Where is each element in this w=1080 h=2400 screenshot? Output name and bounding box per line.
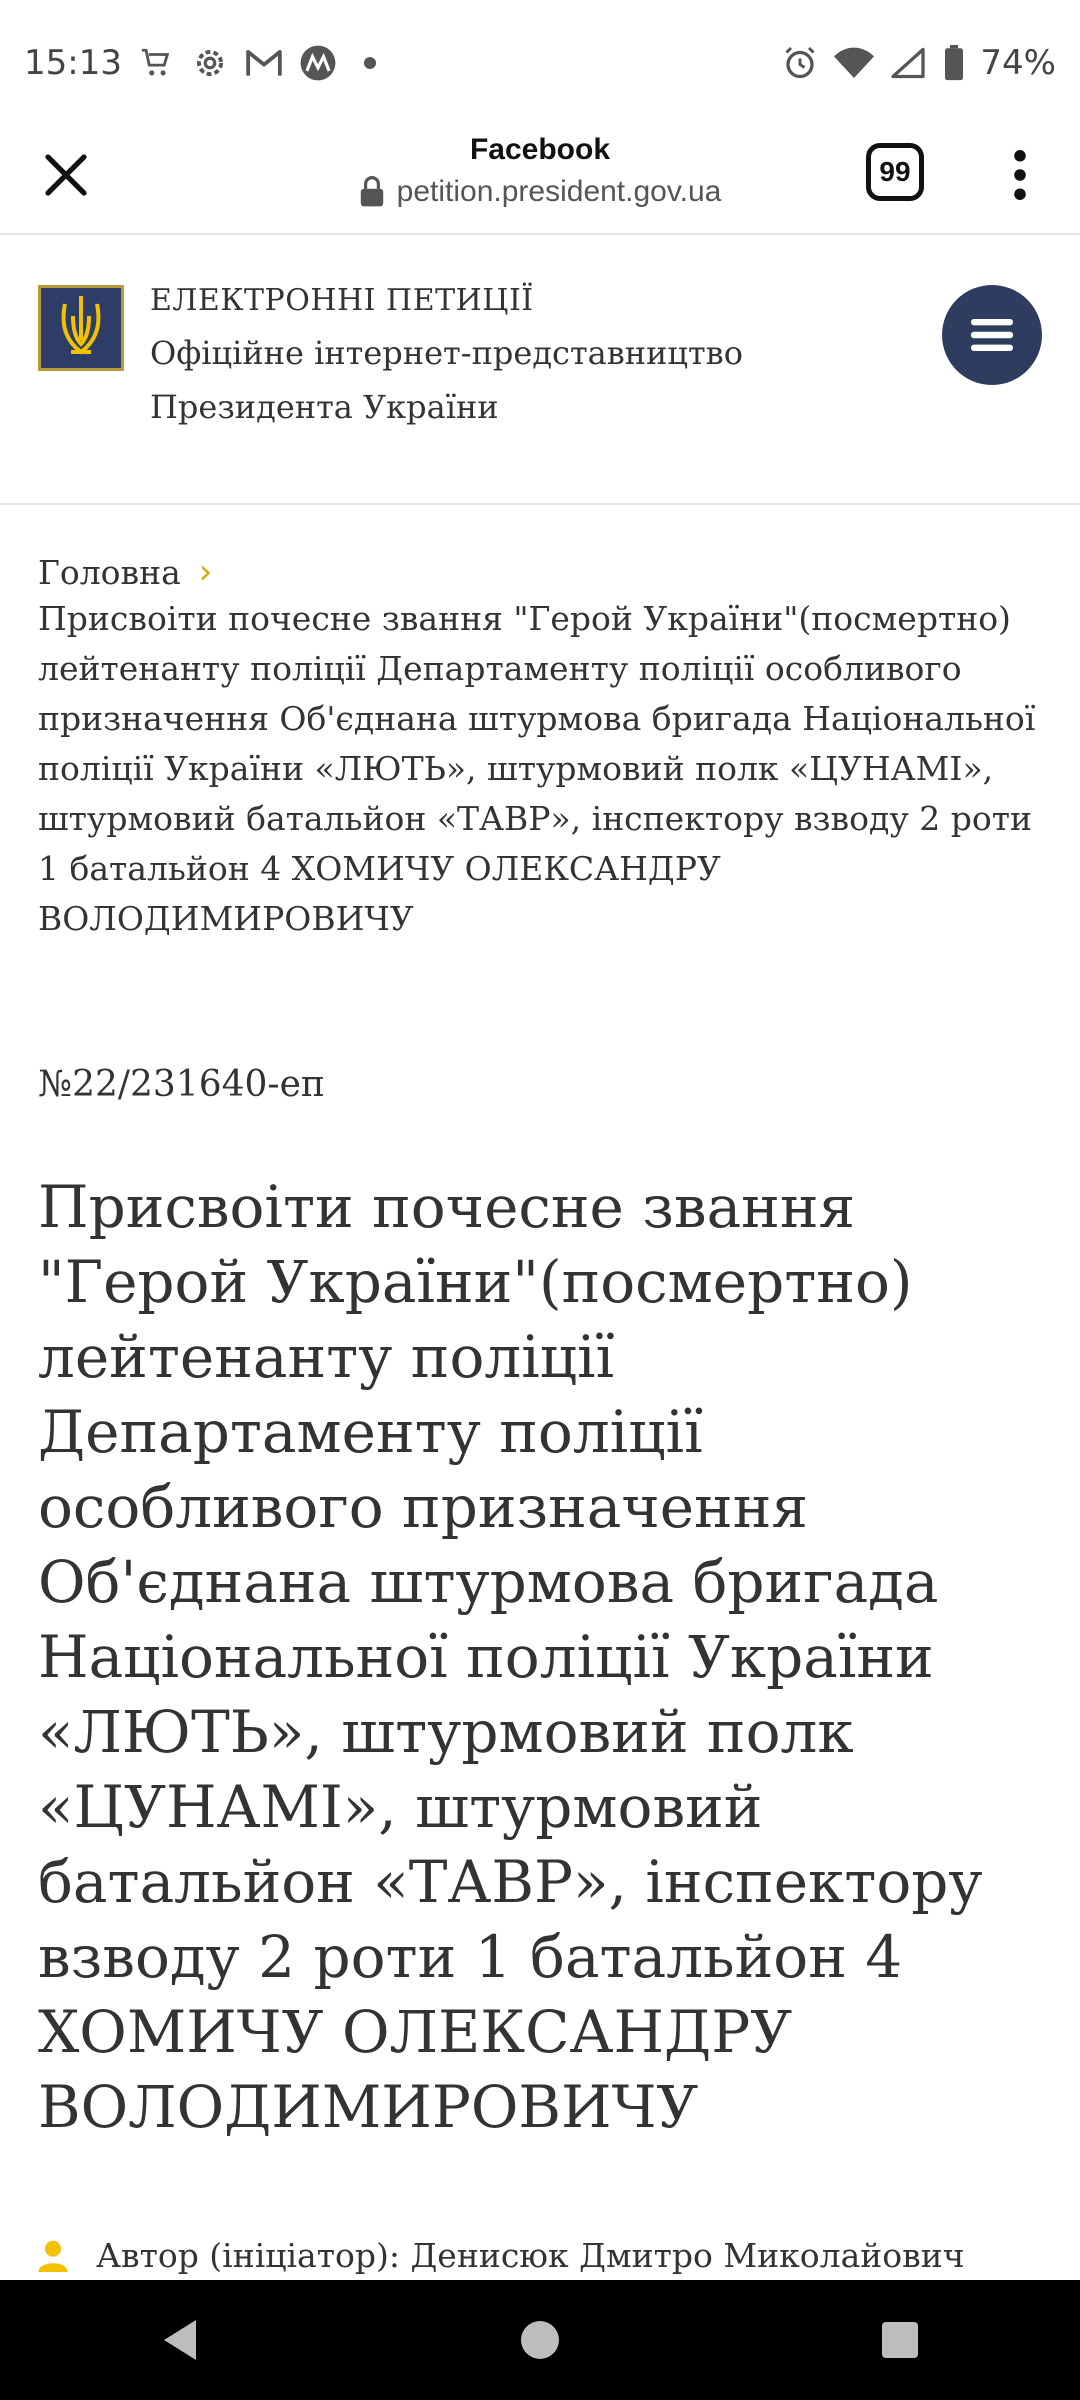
cart-icon	[136, 43, 176, 83]
site-name-line3: Президента України	[150, 388, 499, 426]
page-title: Facebook	[469, 133, 611, 166]
user-icon	[38, 2240, 68, 2272]
site-name[interactable]	[150, 283, 743, 426]
home-button[interactable]	[480, 2280, 600, 2400]
gear-icon	[190, 43, 230, 83]
recents-square-icon	[881, 2321, 919, 2359]
motorola-icon	[298, 43, 338, 83]
more-vert-icon	[1014, 150, 1026, 200]
back-button[interactable]	[120, 2280, 240, 2400]
gmail-icon	[244, 43, 284, 83]
battery-percent: 74%	[980, 42, 1056, 83]
hamburger-icon	[971, 317, 1013, 353]
tab-count: 99	[879, 156, 911, 187]
site-name-line2: Офіційне інтернет-представництво	[150, 334, 743, 372]
notification-dot	[364, 57, 376, 69]
chevron-right-icon: ›	[198, 552, 213, 592]
close-tab-button[interactable]	[36, 145, 96, 205]
trident-emblem-icon[interactable]	[38, 285, 124, 371]
signal-icon	[888, 43, 928, 83]
browser-toolbar	[0, 125, 1080, 235]
tab-switcher-button[interactable]	[866, 143, 924, 201]
author-text: Автор (ініціатор): Денисюк Дмитро Миколайович	[96, 2236, 965, 2275]
url-text: petition.president.gov.ua	[396, 175, 722, 208]
breadcrumb	[38, 552, 1048, 944]
address-area[interactable]	[200, 133, 880, 209]
petition-title: Присвоіти почесне звання "Герой України"(посмертно) лейтенанту поліції Департаменту поліції особливого призначення Об'єднана штурмова бригада Національної поліції України «ЛЮТЬ», штурмовий полк «ЦУНАМІ», штурмовий батальйон «ТАВР», інспектору взводу 2 роти 1 батальйон 4 ХОМИЧУ ОЛЕКСАНДРУ ВОЛОДИМИРОВИЧУ	[38, 1173, 983, 2141]
home-circle-icon	[520, 2320, 560, 2360]
system-nav-bar	[0, 2280, 1080, 2400]
site-header	[0, 235, 1080, 505]
petition-number: №22/231640-еп	[38, 1064, 325, 1105]
status-bar-left	[24, 43, 376, 83]
close-icon	[42, 151, 90, 199]
status-bar	[0, 0, 1080, 125]
petition-author	[38, 2236, 965, 2275]
site-name-line1: ЕЛЕКТРОННІ ПЕТИЦІЇ	[150, 283, 534, 318]
lock-icon	[359, 176, 385, 208]
breadcrumb-current: Присвоіти почесне звання "Герой України"(посмертно) лейтенанту поліції Департаменту поліції особливого призначення Об'єднана штурмова бригада Національної поліції України «ЛЮТЬ», штурмовий полк «ЦУНАМІ», штурмовий батальйон «ТАВР», інспектору взводу 2 роти 1 батальйон 4 ХОМИЧУ ОЛЕКСАНДРУ ВОЛОДИМИРОВИЧУ	[38, 599, 1036, 938]
status-bar-right	[780, 43, 1056, 83]
status-time: 15:13	[24, 42, 122, 83]
back-triangle-icon	[160, 2318, 200, 2362]
recents-button[interactable]	[840, 2280, 960, 2400]
more-options-button[interactable]	[1000, 145, 1040, 205]
wifi-icon	[834, 43, 874, 83]
breadcrumb-home-link[interactable]: Головна	[38, 552, 181, 592]
battery-icon	[942, 43, 966, 83]
url-bar[interactable]	[200, 175, 880, 209]
menu-button[interactable]	[942, 285, 1042, 385]
alarm-icon	[780, 43, 820, 83]
